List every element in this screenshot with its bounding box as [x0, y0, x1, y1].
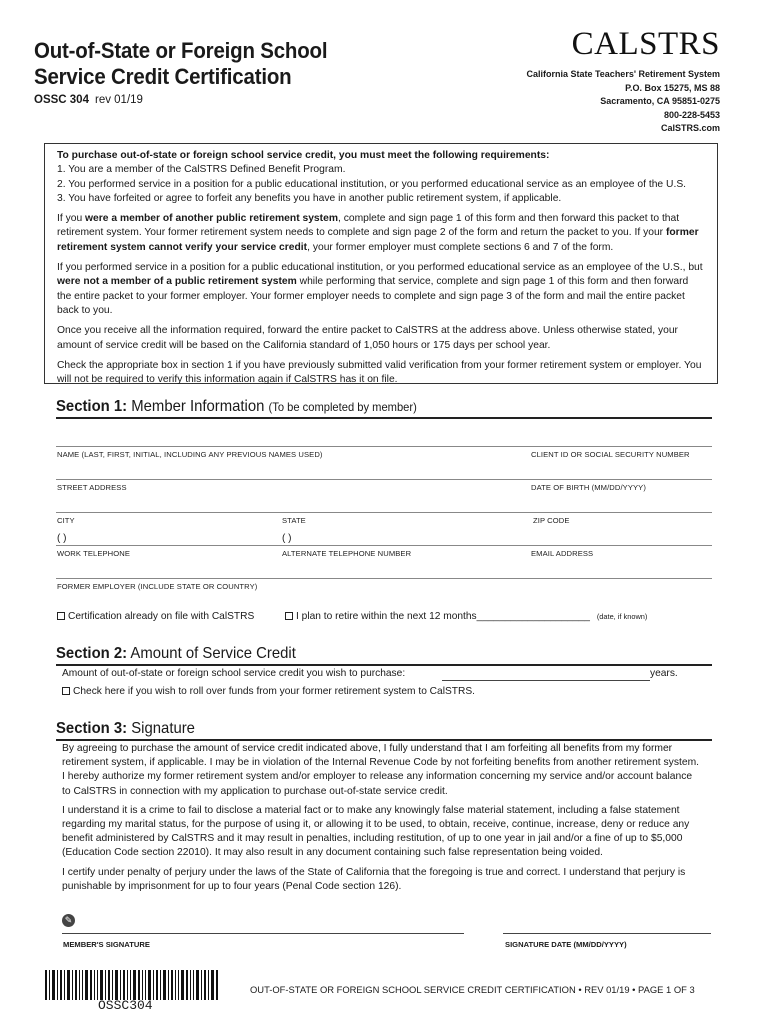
zip-label: ZIP CODE [533, 516, 570, 525]
org-address [526, 68, 720, 136]
street-label: STREET ADDRESS [57, 483, 127, 492]
requirement-1: 1. You are a member of the CalSTRS Defined Benefit Program. [57, 164, 346, 176]
alt-phone-area-code: ( ) [282, 533, 292, 544]
barcode-text: OSSC304 [98, 998, 153, 1013]
name-line[interactable] [56, 446, 712, 447]
instructions-box [44, 143, 718, 384]
retire-date-blank[interactable]: ____________________ [476, 611, 590, 622]
rollover-checkbox[interactable]: Check here if you wish to roll over funds from your former retirement system to CalSTRS. [62, 686, 475, 697]
instructions-heading: To purchase out-of-state or foreign school service credit, you must meet the following requirements: [57, 150, 550, 161]
requirement-3: 3. You have forfeited or agree to forfeit any benefits you have in another public retirement system, if applicable. [57, 192, 562, 204]
terms-paragraph-1: By agreeing to purchase the amount of service credit indicated above, I fully understand that I am forfeiting all benefits from my former retirement system, if applicable. I may be in violation of the Internal Revenue Code by not forfeiting benefits from another retirement system. I hereby authorize my former retirement system and/or employer to release any information concerning my service and/or account balance to CalSTRS in connection with my application to purchase out-of-state service credit. [62, 743, 700, 797]
service-credit-years-line[interactable] [442, 680, 650, 681]
org-website[interactable]: CalSTRS.com [660, 123, 720, 134]
retire-date-hint: (date, if known) [596, 612, 648, 621]
title-line-1: Out-of-State or Foreign School [34, 38, 328, 63]
member-signature-label: MEMBER'S SIGNATURE [63, 940, 150, 949]
terms-paragraph-3: I certify under penalty of perjury under the laws of the State of California that the foregoing is true and correct. I understand that perjury is punishable by imprisonment for up to four years (Penal Code section 126). [62, 866, 686, 892]
form-code: OSSC 304 [34, 94, 89, 106]
page-footer: OUT-OF-STATE OR FOREIGN SCHOOL SERVICE CREDIT CERTIFICATION • REV 01/19 • PAGE 1 OF 3 [250, 984, 695, 995]
street-line[interactable] [56, 479, 712, 480]
name-label: NAME (LAST, FIRST, INITIAL, INCLUDING ANY PREVIOUS NAMES USED) [57, 450, 323, 459]
instructions-paragraph-1: If you were a member of another public retirement system, complete and sign page 1 of this form and then forward this packet to that retirement system. Your former retirement system needs to complete and sign page 2 of the form and return the packet to you. If your former retirement system cannot verify your service credit, your former employer must complete sections 6 and 7 of the form. [57, 213, 699, 253]
checkbox-icon[interactable] [57, 612, 65, 620]
requirement-2: 2. You performed service in a position for a public educational institution, or you performed educational service as an employee of the U.S. [57, 178, 687, 190]
title-line-2: Service Credit Certification [34, 64, 292, 89]
plan-to-retire-checkbox[interactable]: I plan to retire within the next 12 months____________________ (date, if known) [285, 611, 647, 622]
alt-phone-label: ALTERNATE TELEPHONE NUMBER [282, 549, 412, 558]
years-suffix: years. [650, 668, 678, 679]
form-id [34, 94, 143, 106]
terms-paragraph-2: I understand it is a crime to fail to disclose a material fact or to make any knowingly false material statement, including a false statement regarding my marital status, for the purpose of using it, or allowing it to be used, to obtain, receive, continue, increase, deny or reduce any benefit administered by CalSTRS and it may result in penalties, including restitution, of up to one year in jail and/or a fine of up to $5,000 (Education Code section 22010). It may also result in any document containing such false representation being voided. [62, 804, 690, 859]
signature-terms [62, 742, 702, 899]
instructions-paragraph-4: Check the appropriate box in section 1 if you have previously submitted valid verification from your former retirement system or employer. You will not be required to verify this information again if CalSTRS has it on file. [57, 359, 702, 386]
member-signature-line[interactable] [62, 933, 464, 934]
former-employer-line[interactable] [56, 578, 712, 579]
section-1-rule [56, 417, 712, 419]
address-line-2: Sacramento, CA 95851-0275 [600, 96, 720, 107]
address-line-1: P.O. Box 15275, MS 88 [625, 82, 720, 93]
section-3-rule [56, 739, 712, 741]
instructions-paragraph-3: Once you receive all the information required, forward the entire packet to CalSTRS at the address above. Unless otherwise stated, your amount of service credit will be based on the California standard of 1,050 hours or 175 days per school year. [57, 325, 678, 351]
state-label: STATE [282, 516, 306, 525]
calstrs-logo: CALSTRS [571, 26, 720, 62]
client-id-label: CLIENT ID OR SOCIAL SECURITY NUMBER [531, 450, 690, 459]
form-rev: rev 01/19 [94, 94, 143, 106]
signature-date-label: SIGNATURE DATE (MM/DD/YYYY) [505, 940, 627, 949]
instructions-paragraph-2: If you performed service in a position for a public educational institution, or you performed educational service as an employee of the U.S., but were not a member of a public retirement system while performing that service, complete and sign page 1 of this form and then forward the entire packet to your former employer. Your former employer needs to complete and sign page 3 of the form and mail the entire packet back to you. [57, 262, 703, 316]
phone-line[interactable] [56, 545, 712, 546]
signature-date-line[interactable] [503, 933, 711, 934]
section-2-title: Section 2: Amount of Service Credit [56, 645, 296, 662]
section-2-rule [56, 664, 712, 666]
dob-label: DATE OF BIRTH (MM/DD/YYYY) [531, 483, 646, 492]
former-employer-label: FORMER EMPLOYER (INCLUDE STATE OR COUNTRY) [57, 582, 258, 591]
sign-here-icon: ✎ [62, 914, 75, 927]
work-phone-label: WORK TELEPHONE [57, 549, 130, 558]
section-1-title: Section 1: Member Information (To be completed by member) [56, 398, 417, 415]
org-name: California State Teachers' Retirement System [526, 69, 720, 79]
city-line[interactable] [56, 512, 712, 513]
service-credit-amount-prompt: Amount of out-of-state or foreign school service credit you wish to purchase: [62, 668, 406, 679]
checkbox-icon[interactable] [62, 687, 70, 695]
org-phone: 800-228-5453 [663, 109, 720, 120]
city-label: CITY [57, 516, 75, 525]
email-label: EMAIL ADDRESS [531, 549, 594, 558]
certification-on-file-checkbox[interactable]: Certification already on file with CalSTRS [57, 611, 254, 622]
form-barcode [45, 970, 220, 1000]
work-phone-area-code: ( ) [57, 533, 67, 544]
section-3-title: Section 3: Signature [56, 720, 195, 737]
checkbox-icon[interactable] [285, 612, 293, 620]
form-title [34, 38, 327, 90]
